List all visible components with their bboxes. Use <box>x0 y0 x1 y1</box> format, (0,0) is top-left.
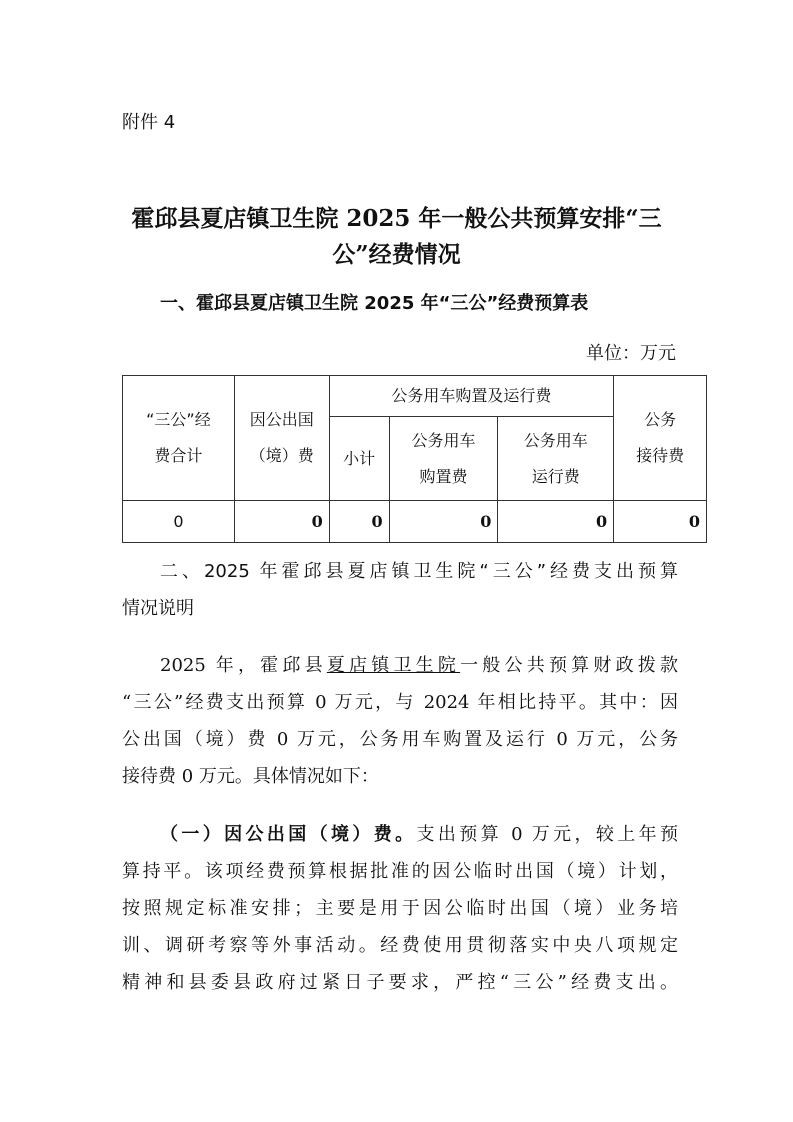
header-reception: 公务 接待费 <box>614 376 707 501</box>
header-operation: 公务用车 运行费 <box>498 417 614 501</box>
para-1-line-3: 公出国（境）费 0 万元，公务用车购置及运行 0 万元，公务 <box>122 729 678 750</box>
value-purchase: 0 <box>389 501 498 543</box>
para-2-line-3: 按照规定标准安排；主要是用于因公临时出国（境）业务培 <box>122 898 678 919</box>
value-operation: 0 <box>498 501 614 543</box>
para-2-line-5: 精神和县委县政府过紧日子要求，严控“三公”经费支出。 <box>122 972 678 993</box>
document-title-line-2: 公”经费情况 <box>332 241 461 268</box>
value-reception: 0 <box>614 501 707 543</box>
para-2-line-4: 训、调研考察等外事活动。经费使用贯彻落实中央八项规定 <box>122 935 678 956</box>
section-2-title-line-1: 二、2025 年霍邱县夏店镇卫生院“三公”经费支出预算 <box>160 561 678 582</box>
document-title-line-1: 霍邱县夏店镇卫生院 2025 年一般公共预算安排“三 <box>131 205 662 232</box>
value-total: 0 <box>123 501 235 543</box>
para-2-line-2: 算持平。该项经费预算根据批准的因公临时出国（境）计划， <box>122 861 678 882</box>
para-1-line-2: “三公”经费支出预算 0 万元，与 2024 年相比持平。其中：因 <box>122 692 678 713</box>
unit-label: 单位：万元 <box>586 343 676 364</box>
section-1-title: 一、霍邱县夏店镇卫生院 2025 年“三公”经费预算表 <box>160 293 589 314</box>
value-abroad: 0 <box>234 501 329 543</box>
header-abroad: 因公出国 （境）费 <box>234 376 329 501</box>
header-vehicle-group: 公务用车购置及运行费 <box>329 376 613 417</box>
value-subtotal: 0 <box>329 501 389 543</box>
para-1-line-4: 接待费 0 万元。具体情况如下： <box>122 766 379 787</box>
header-purchase: 公务用车 购置费 <box>389 417 498 501</box>
three-public-expenses-table <box>122 375 707 543</box>
header-total: “三公”经 费合计 <box>123 376 235 501</box>
section-2-title-line-2: 情况说明 <box>122 598 194 619</box>
table-row <box>123 501 707 543</box>
header-subtotal: 小计 <box>329 417 389 501</box>
para-1-line-1: 2025 年，霍邱县夏店镇卫生院一般公共预算财政拨款 <box>160 655 679 676</box>
para-2-line-1: （一）因公出国（境）费。支出预算 0 万元，较上年预 <box>160 824 678 845</box>
attachment-label: 附件 4 <box>122 112 176 133</box>
